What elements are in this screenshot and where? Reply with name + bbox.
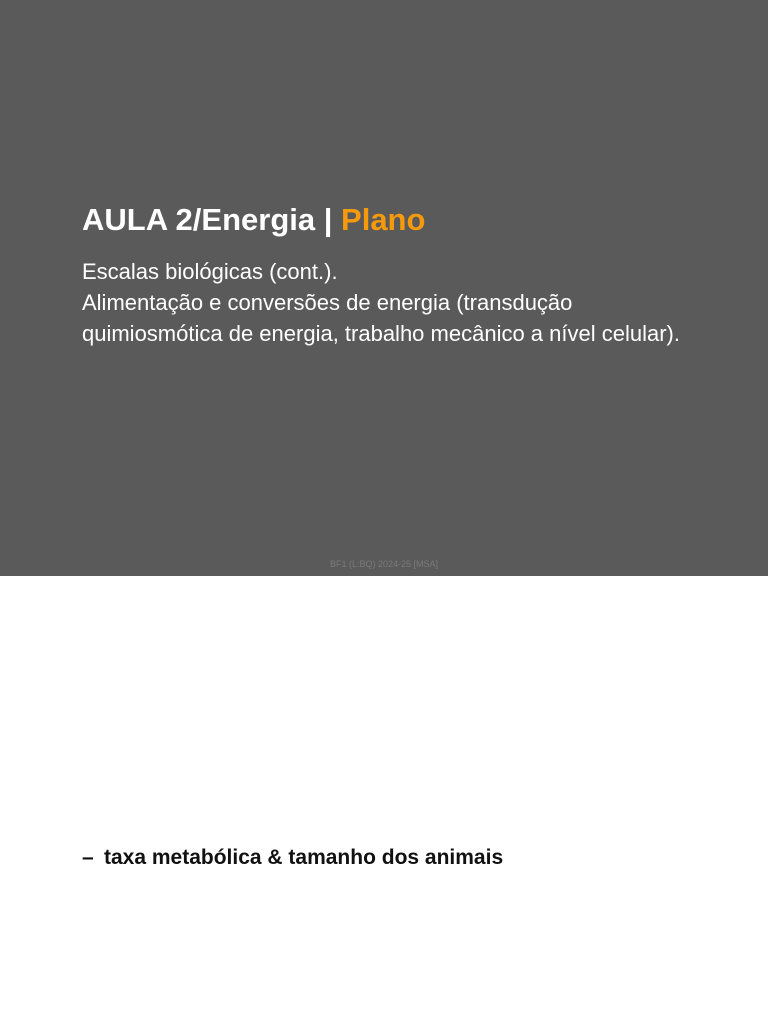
slide-2	[0, 576, 768, 1024]
bullet-item	[82, 846, 503, 870]
slide-title	[82, 198, 425, 242]
bullet-dash: –	[82, 846, 94, 869]
slide-title-main: AULA 2/Energia |	[82, 202, 342, 237]
body-line-2: Alimentação e conversões de energia (transdução quimiosmótica de energia, trabalho mecânico a nível celular).	[82, 290, 680, 346]
body-line-1: Escalas biológicas (cont.).	[82, 259, 338, 284]
bullet-text: taxa metabólica & tamanho dos animais	[104, 846, 504, 869]
slide-title-accent: Plano	[341, 202, 426, 237]
slide-footer: BF1 (L:BQ) 2024-25 [MSA]	[329, 559, 439, 569]
slide-body	[82, 256, 682, 349]
